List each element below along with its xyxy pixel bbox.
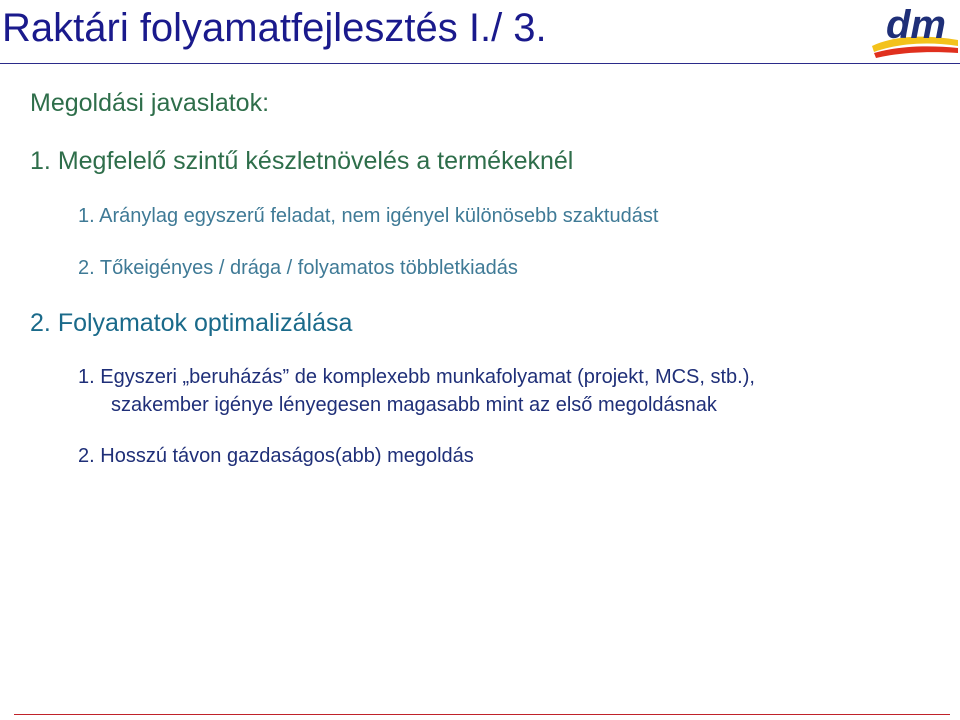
section2-heading-text: Folyamatok optimalizálása bbox=[57, 309, 353, 337]
section2-item-1 bbox=[78, 364, 755, 390]
slide-title: Raktári folyamatfejlesztés I./ 3. bbox=[2, 6, 547, 50]
section1-item-2-number: 2. bbox=[78, 257, 95, 279]
dm-logo bbox=[868, 0, 960, 62]
footer-divider bbox=[14, 714, 950, 715]
section1-item-1-number: 1. bbox=[78, 205, 95, 227]
section1-item-1-text: Aránylag egyszerű feladat, nem igényel különösebb szaktudást bbox=[99, 205, 659, 227]
section2-item-2 bbox=[78, 443, 474, 469]
section1-item-2-text: Tőkeigényes / drága / folyamatos többletkiadás bbox=[99, 257, 518, 279]
section2-number: 2. bbox=[30, 309, 51, 337]
section2-heading bbox=[30, 308, 352, 338]
section1-item-2 bbox=[78, 255, 518, 281]
section1-heading-text: Megfelelő szintű készletnövelés a termékeknél bbox=[57, 147, 574, 175]
subtitle: Megoldási javaslatok: bbox=[30, 89, 270, 117]
section1-number: 1. bbox=[30, 147, 51, 175]
title-divider bbox=[0, 63, 960, 64]
section2-item-2-text: Hosszú távon gazdaságos(abb) megoldás bbox=[100, 445, 474, 467]
section2-item-1-continuation: szakember igénye lényegesen magasabb mint az első megoldásnak bbox=[111, 394, 717, 416]
section2-item-1-number: 1. bbox=[78, 366, 95, 388]
section2-item-1-text: Egyszeri „beruházás” de komplexebb munkafolyamat (projekt, MCS, stb.), bbox=[100, 366, 755, 388]
section2-item-2-number: 2. bbox=[78, 445, 95, 467]
logo-text: dm bbox=[886, 3, 946, 47]
section1-heading bbox=[30, 146, 573, 176]
section1-item-1 bbox=[78, 203, 658, 229]
